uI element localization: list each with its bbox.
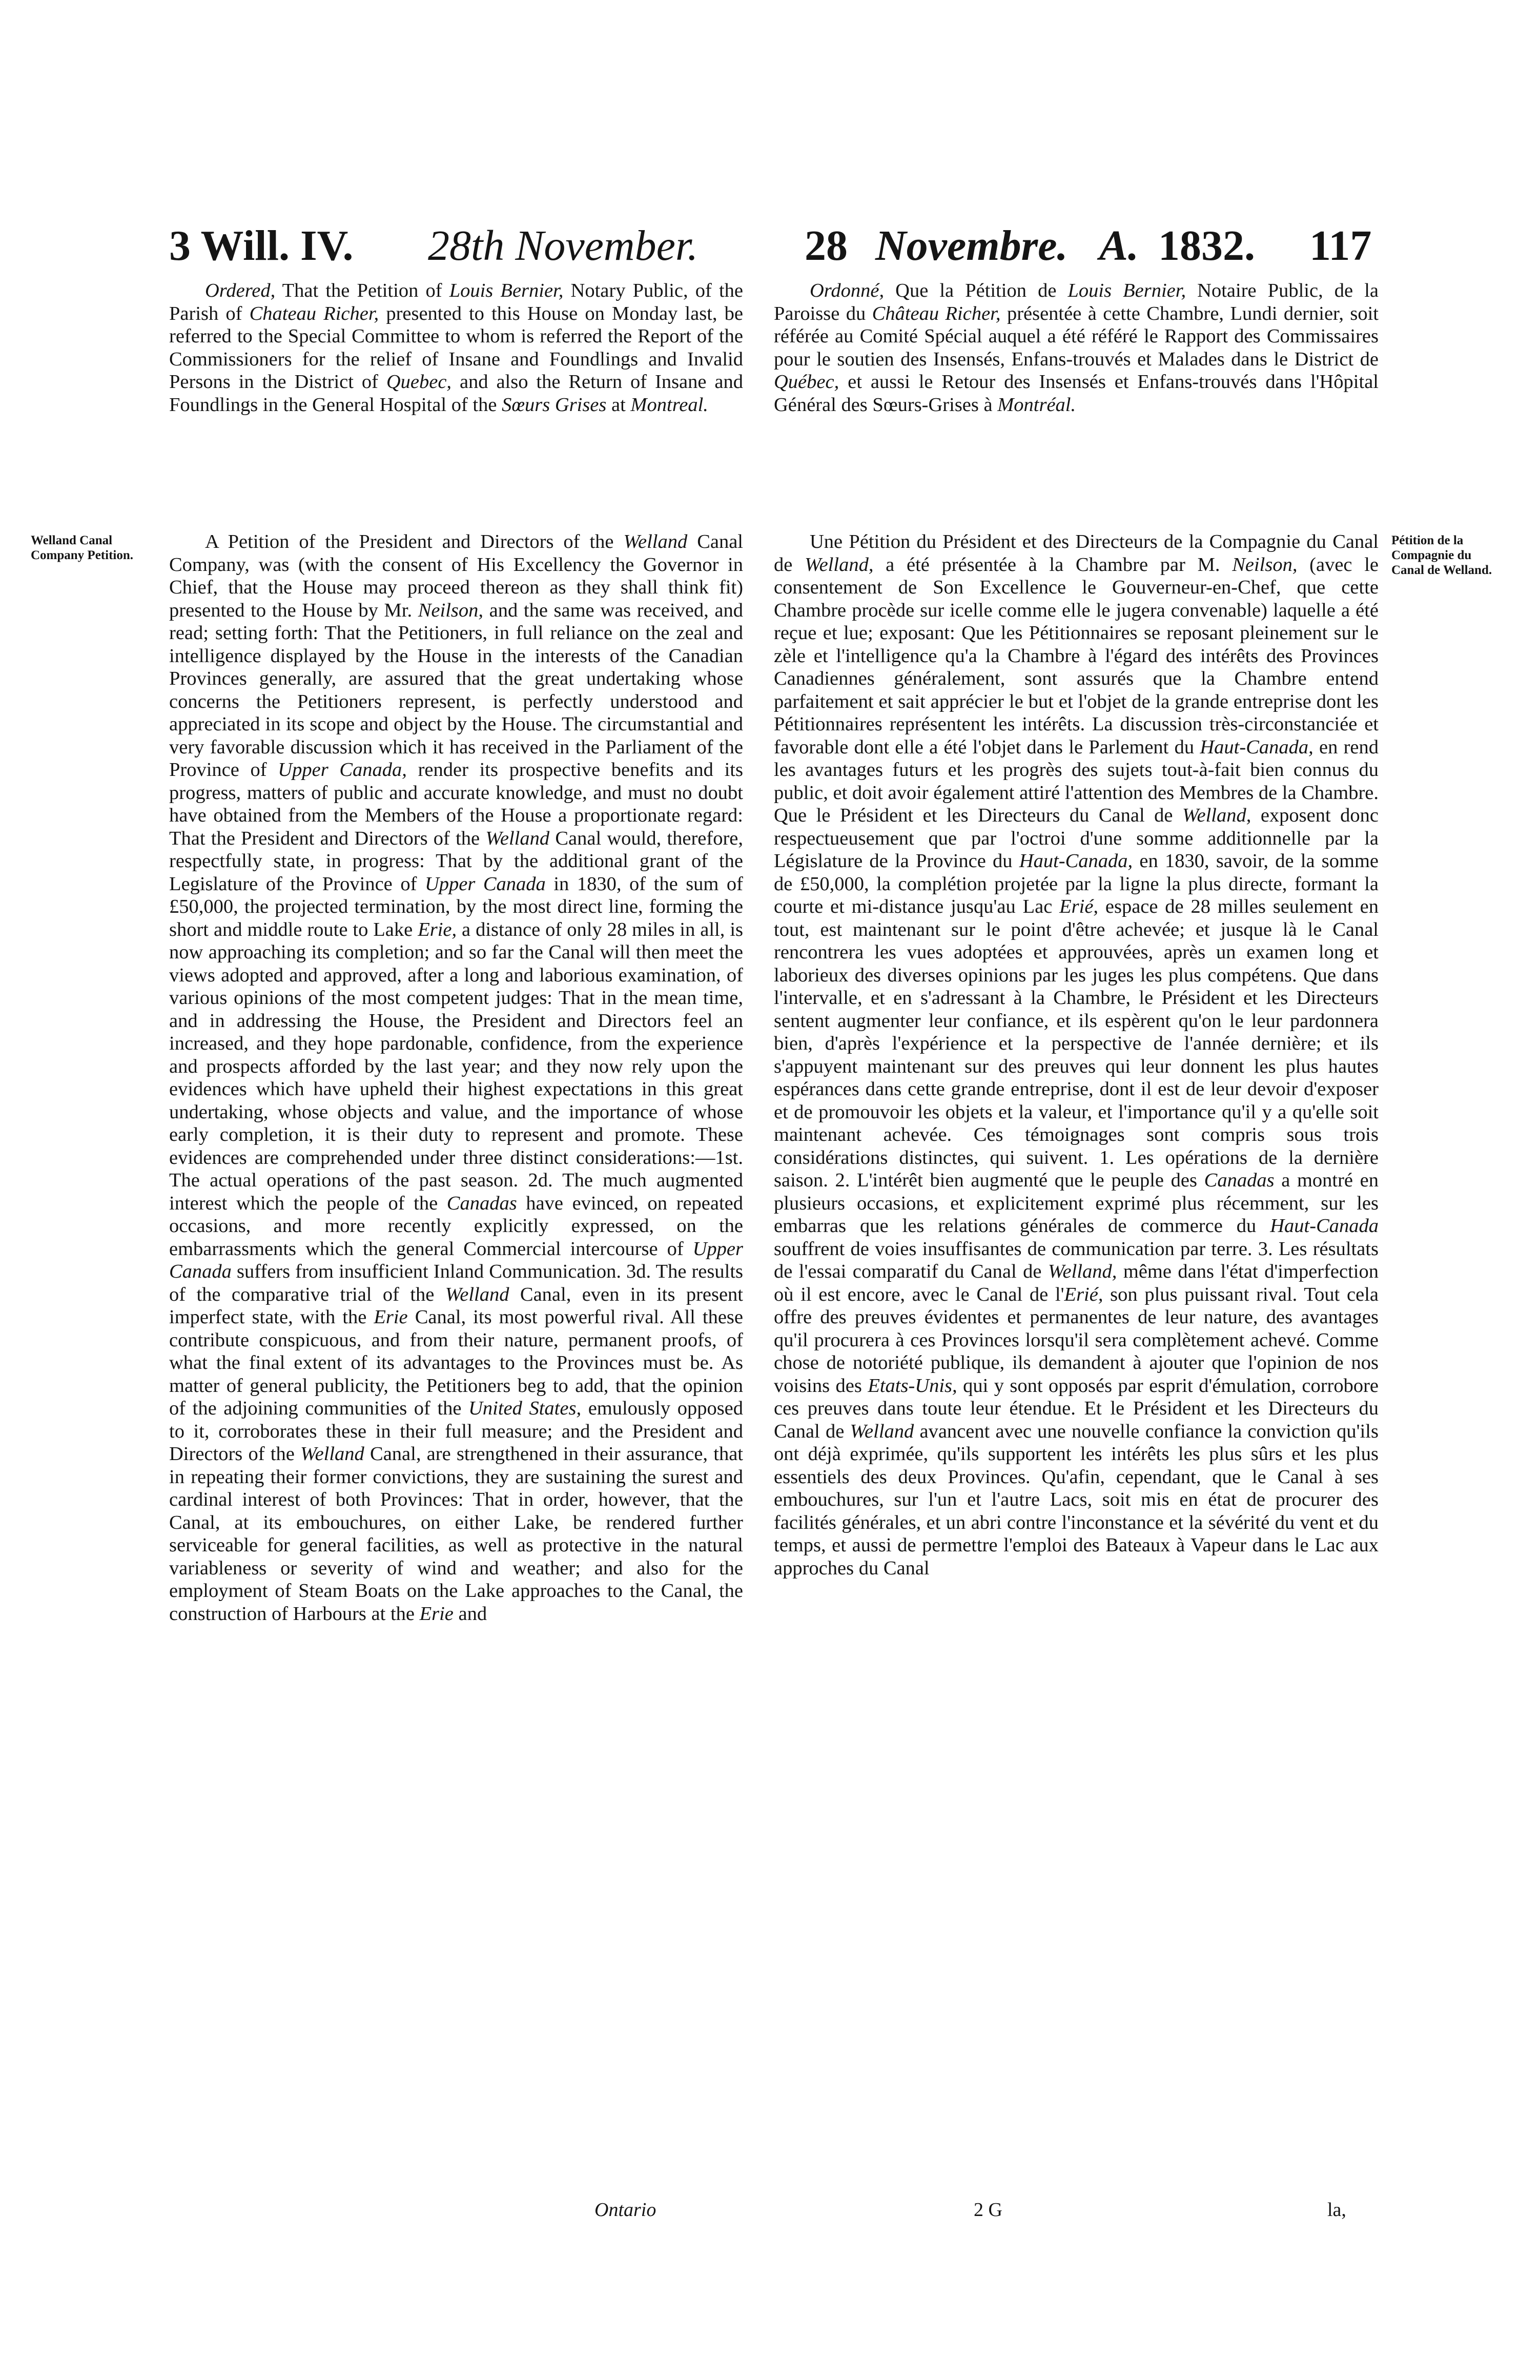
petition-paragraph-fr: Une Pétition du Président et des Directeurs de la Compagnie du Canal de Welland, a été présentée à la Chambre par M. Neilson, (avec le consentement de Son Excellence le Gouverneur-en-Chef, que cette Chambre procède sur icelle comme elle le jugera convenable) laquelle a été reçue et lue; exposant: Que les Pétitionnaires se reposant pleinement sur le zèle et l'intelligence qu'a la Chambre à l'égard des intérêts des Provinces Canadiennes généralement, sont assurés que la Chambre entend parfaitement et sait apprécier le but et l'objet de la grande entreprise dont les Pétitionnaires représentent les intérêts. La discussion très-circonstanciée et favorable dont elle a été l'objet dans le Parlement du Haut-Canada, en rend les avantages futurs et les progrès des sujets tout-à-fait bien connus du public, et doit avoir également attiré l'attention des Membres de la Chambre. Que le Président et les Directeurs du Canal de Welland, exposent donc respectueusement que par l'octroi d'une somme additionnelle par la Législature de la Province du Haut-Canada, en 1830, savoir, de la somme de £50,000, la complétion projetée par la ligne la plus directe, formant la courte et mi-distance jusqu'au Lac Erié, espace de 28 milles seulement en tout, est maintenant sur le point d'être achevée; et jusque là le Canal rencontrera les vues adoptées et approuvées, après un examen long et laborieux des diverses opinions par les juges les plus compétens. Que dans l'intervalle, et en s'adressant à la Chambre, le Président et les Directeurs sentent augmenter leur confiance, et ils espèrent qu'on le leur pardonnera bien, d'après l'expérience et la perspective de l'année dernière; et ils s'appuyent maintenant sur des preuves qui leur donnent les plus hautes espérances dans cette grande entreprise, dont il est de leur devoir d'exposer et de promouvoir les objets et la valeur, et l'importance qu'il y a qu'elle soit maintenant achevée. Ces témoignages sont compris sous trois considérations distinctes, qui suivent. 1. Les opérations de la dernière saison. 2. L'intérêt bien augmenté que le peuple des Canadas a montré en plusieurs occasions, et explicitement exprimé plus récemment, sur les embarras que les relations générales de commerce du Haut-Canada souffrent de voies insuffisantes de communication par terre. 3. Les résultats de l'essai comparatif du Canal de Welland, même dans l'état d'imperfection où il est encore, avec le Canal de l'Erié, son plus puissant rival. Tout cela offre des preuves évidentes et permanentes de leur nature, des avantages qu'il procurera à ces Provinces lorsqu'il sera complètement achevé. Comme chose de notoriété publique, ils demandent à ajouter que l'opinion de nos voisins des Etats-Unis, qui y sont opposés par esprit d'émulation, corrobore ces preuves dans toute leur étendue. Et le Président et les Directeurs du Canal de Welland avancent avec une nouvelle confiance la conviction qu'ils ont déjà exprimée, qu'ils supportent les intérêts les plus sûrs et les plus essentiels des deux Provinces. Qu'afin, cependant, que le Canal à ses embouchures, sur l'un et l'autre Lacs, soit mis en état de procurer des facilités générales, et un abri contre l'inconstance et la sévérité du vent et du temps, et aussi de permettre l'emploi des Bateaux à Vapeur dans le Lac aux approches du Canal — [774, 531, 1379, 1579]
header-series: A. — [1099, 222, 1139, 270]
header-reign: 3 Will. IV. — [169, 222, 354, 270]
margin-note-en: Welland Canal Company Petition. — [31, 534, 133, 562]
petition-paragraph-en: A Petition of the President and Directors of the Welland Canal Company, was (with the consent of His Excellency the Governor in Chief, that the House may proceed thereon as they shall think fit) presented to the House by Mr. Neilson, and the same was received, and read; setting forth: That the Petitioners, in full reliance on the zeal and intelligence displayed by the House in the interests of the Canadian Provinces generally, are assured that the great undertaking whose concerns the Petitioners represent, is perfectly understood and appreciated in its scope and object by the House. The circumstantial and very favorable discussion which it has received in the Parliament of the Province of Upper Canada, render its prospective benefits and its progress, matters of public and accurate knowledge, and must no doubt have obtained from the Members of the House a proportionate regard: That the President and Directors of the Welland Canal would, therefore, respectfully state, in progress: That by the additional grant of the Legislature of the Province of Upper Canada in 1830, of the sum of £50,000, the projected termination, by the most direct line, forming the short and middle route to Lake Erie, a distance of only 28 miles in all, is now approaching its completion; and so far the Canal will then meet the views adopted and approved, after a long and laborious examination, of various opinions of the most competent judges: That in the mean time, and in addressing the House, the President and Directors feel an increased, and they hope pardonable, confidence, from the experience and prospects afforded by the last year; and they now rely upon the evidences which have upheld their highest expectations in this great undertaking, whose objects and value, and the importance of whose early completion, it is their duty to represent and promote. These evidences are comprehended under three distinct considerations:—1st. The actual operations of the past season. 2d. The much augmented interest which the people of the Canadas have evinced, on repeated occasions, and more recently explicitly expressed, on the embarrassments which the general Commercial intercourse of Upper Canada suffers from insufficient Inland Communication. 3d. The results of the comparative trial of the Welland Canal, even in its present imperfect state, with the Erie Canal, its most powerful rival. All these contribute conspicuous, and from their nature, permanent proofs, of what the final extent of its advantages to the Provinces must be. As matter of general publicity, the Petitioners beg to add, that the opinion of the adjoining communities of the United States, emulously opposed to it, corroborates these in their full measure; and the President and Directors of the Welland Canal, are strengthened in their assurance, that in repeating their former convictions, they are sustaining the surest and cardinal interest of both Provinces: That in order, however, that the Canal, at its embouchures, on either Lake, be rendered further serviceable for general facilities, as well as protective in the natural variableness or severity of wind and weather; and also for the employment of Steam Boats on the Lake approaches to the Canal, the construction of Harbours at the Erie and — [169, 531, 744, 1625]
header-year: 1832. — [1158, 222, 1255, 270]
header-month-fr: Novembre. — [875, 222, 1068, 270]
signature-mark: 2 G — [974, 2199, 1002, 2221]
margin-note-fr: Pétition de la Compagnie du Canal de Welland. — [1391, 534, 1492, 577]
header-day-fr: 28 — [805, 222, 848, 270]
header-date-en: 28th November. — [428, 222, 699, 270]
page-number: 117 — [1309, 222, 1372, 270]
order-paragraph-fr: Ordonné, Que la Pétition de Louis Bernier, Notaire Public, de la Paroisse du Château Richer, présentée à cette Chambre, Lundi dernier, soit référée au Comité Spécial auquel a été référé le Rapport des Commissaires pour le soutien des Insensés, Enfans-trouvés et Malades dans le District de Québec, et aussi le Retour des Insensés et Enfans-trouvés dans l'Hôpital Général des Sœurs-Grises à Montréal. — [774, 280, 1379, 416]
catchword-fr: la, — [1327, 2199, 1346, 2221]
catchword-en: Ontario — [594, 2199, 656, 2221]
order-paragraph-en: Ordered, That the Petition of Louis Bernier, Notary Public, of the Parish of Chateau Richer, presented to this House on Monday last, be referred to the Special Committee to whom is referred the Report of the Commissioners for the relief of Insane and Foundlings and Invalid Persons in the District of Quebec, and also the Return of Insane and Foundlings in the General Hospital of the Sœurs Grises at Montreal. — [169, 280, 743, 416]
